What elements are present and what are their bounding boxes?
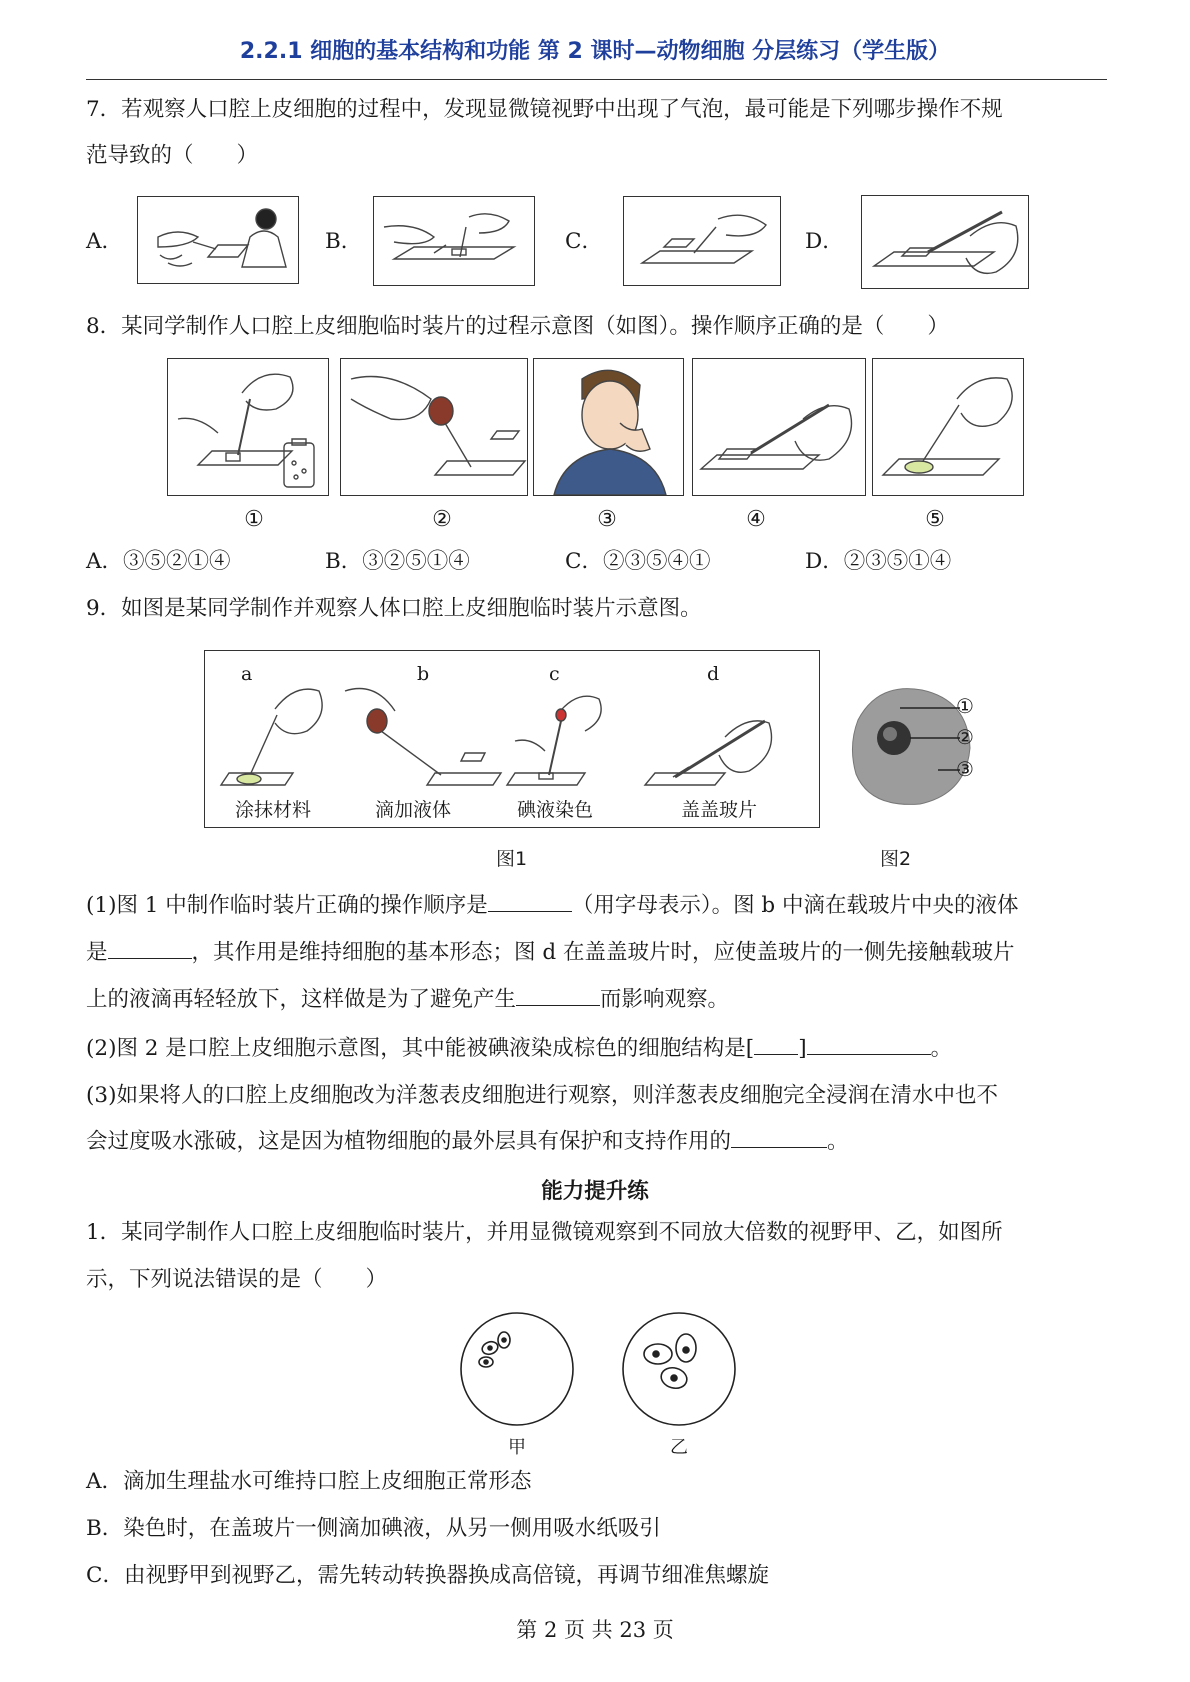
q9-letter-b: b — [417, 663, 430, 685]
q9-blank-structure-number[interactable] — [754, 1036, 798, 1055]
q8-label-2: ② — [432, 507, 452, 532]
q8-image-1 — [167, 358, 329, 496]
page-footer: 第 2 页 共 23 页 — [516, 1618, 674, 1642]
q9-part1-line3-b: 而影响观察。 — [600, 987, 730, 1012]
q7-image-a — [137, 196, 299, 284]
a1-option-b: B．染色时，在盖玻片一侧滴加碘液，从另一侧用吸水纸吸引 — [86, 1516, 661, 1541]
q7-stem-line2: 范导致的（ ） — [86, 143, 259, 168]
q9-figure-2-cell — [838, 680, 998, 810]
q7-image-b — [373, 196, 535, 286]
q9-part2-c: 。 — [930, 1036, 953, 1061]
q9-letter-a: a — [241, 663, 253, 685]
q9-part3-line1: (3)如果将人的口腔上皮细胞改为洋葱表皮细胞进行观察，则洋葱表皮细胞完全浸润在清水中也不 — [86, 1083, 998, 1108]
q7-option-b: B． — [325, 229, 363, 254]
q9-figure-1-label: 图1 — [496, 848, 528, 870]
q8-label-1: ① — [244, 507, 264, 532]
q9-cell-label-3: ③ — [956, 757, 974, 781]
q9-blank-structure-name[interactable] — [807, 1036, 931, 1055]
q9-cell-label-2: ② — [956, 725, 974, 749]
a1-field-label-jia: 甲 — [508, 1437, 526, 1458]
q9-stem: 9．如图是某同学制作并观察人体口腔上皮细胞临时装片示意图。 — [86, 596, 702, 621]
q8-image-2 — [340, 358, 528, 496]
q9-blank-bubbles[interactable] — [516, 987, 600, 1006]
q8-image-5 — [872, 358, 1024, 496]
a1-field-label-yi: 乙 — [670, 1437, 688, 1458]
q9-part3-line2-b: 。 — [827, 1129, 849, 1154]
q9-part2 — [86, 1036, 952, 1062]
a1-stem-line2: 示，下列说法错误的是（ ） — [86, 1267, 388, 1292]
q9-part1-line3-a: 上的液滴再轻轻放下，这样做是为了避免产生 — [86, 987, 517, 1012]
q8-option-b: B．③②⑤①④ — [325, 549, 470, 574]
q8-option-d: D．②③⑤①④ — [805, 549, 952, 574]
q9-part1-line1-b: （用字母表示）。图 b 中滴在载玻片中央的液体 — [571, 893, 1019, 918]
q8-image-4 — [692, 358, 866, 496]
q7-option-c: C． — [565, 229, 603, 254]
q8-image-3 — [533, 358, 684, 496]
q8-option-a: A．③⑤②①④ — [86, 549, 231, 574]
q9-part1-line2-a: 是 — [86, 940, 108, 965]
q9-blank-liquid[interactable] — [108, 940, 192, 959]
q9-figure-1 — [204, 650, 820, 828]
q8-label-3: ③ — [597, 507, 617, 532]
q7-stem-line1: 7．若观察人口腔上皮细胞的过程中，发现显微镜视野中出现了气泡，最可能是下列哪步操作不规 — [86, 97, 1003, 122]
q9-letter-d: d — [707, 663, 720, 685]
q9-cell-label-1: ① — [956, 694, 974, 718]
q7-image-d — [861, 195, 1029, 289]
q9-caption-a: 涂抹材料 — [235, 799, 312, 821]
q9-blank-cell-wall[interactable] — [731, 1129, 827, 1148]
q9-part1-line1-a: (1)图 1 中制作临时装片正确的操作顺序是 — [86, 893, 488, 918]
q9-caption-d: 盖盖玻片 — [681, 799, 758, 821]
q9-part2-b: ] — [798, 1036, 807, 1061]
q9-part1-line3 — [86, 987, 729, 1013]
q9-letter-c: c — [549, 663, 560, 685]
section-title: 能力提升练 — [541, 1179, 649, 1204]
a1-stem-line1: 1．某同学制作人口腔上皮细胞临时装片，并用显微镜观察到不同放大倍数的视野甲、乙，如图所 — [86, 1220, 1003, 1245]
q8-option-c: C．②③⑤④① — [565, 549, 711, 574]
q9-part3-line2 — [86, 1129, 849, 1155]
q9-caption-b: 滴加液体 — [375, 799, 452, 821]
q9-part3-line2-a: 会过度吸水涨破，这是因为植物细胞的最外层具有保护和支持作用的 — [86, 1129, 732, 1154]
a1-option-a: A．滴加生理盐水可维持口腔上皮细胞正常形态 — [86, 1469, 532, 1494]
q9-part2-a: (2)图 2 是口腔上皮细胞示意图，其中能被碘液染成棕色的细胞结构是[ — [86, 1036, 755, 1061]
q7-option-a: A． — [86, 229, 124, 254]
q7-option-d: D． — [805, 229, 844, 254]
q8-label-4: ④ — [746, 507, 766, 532]
header-divider — [86, 79, 1107, 80]
a1-field-jia — [458, 1310, 576, 1428]
a1-option-c: C．由视野甲到视野乙，需先转动转换器换成高倍镜，再调节细准焦螺旋 — [86, 1563, 769, 1588]
q7-image-c — [623, 196, 781, 286]
q9-part1-line1 — [86, 893, 1019, 919]
q9-part1-line2 — [86, 940, 1014, 966]
q8-label-5: ⑤ — [925, 507, 945, 532]
a1-field-yi — [620, 1310, 738, 1428]
q9-blank-order[interactable] — [488, 893, 572, 912]
q8-stem: 8．某同学制作人口腔上皮细胞临时装片的过程示意图（如图）。操作顺序正确的是（ ） — [86, 314, 949, 339]
q9-caption-c: 碘液染色 — [517, 799, 594, 821]
q9-figure-2-label: 图2 — [880, 848, 912, 870]
page-header-title: 2.2.1 细胞的基本结构和功能 第 2 课时—动物细胞 分层练习（学生版） — [239, 39, 951, 64]
q9-part1-line2-b: ，其作用是维持细胞的基本形态；图 d 在盖盖玻片时，应使盖玻片的一侧先接触载玻片 — [191, 940, 1015, 965]
